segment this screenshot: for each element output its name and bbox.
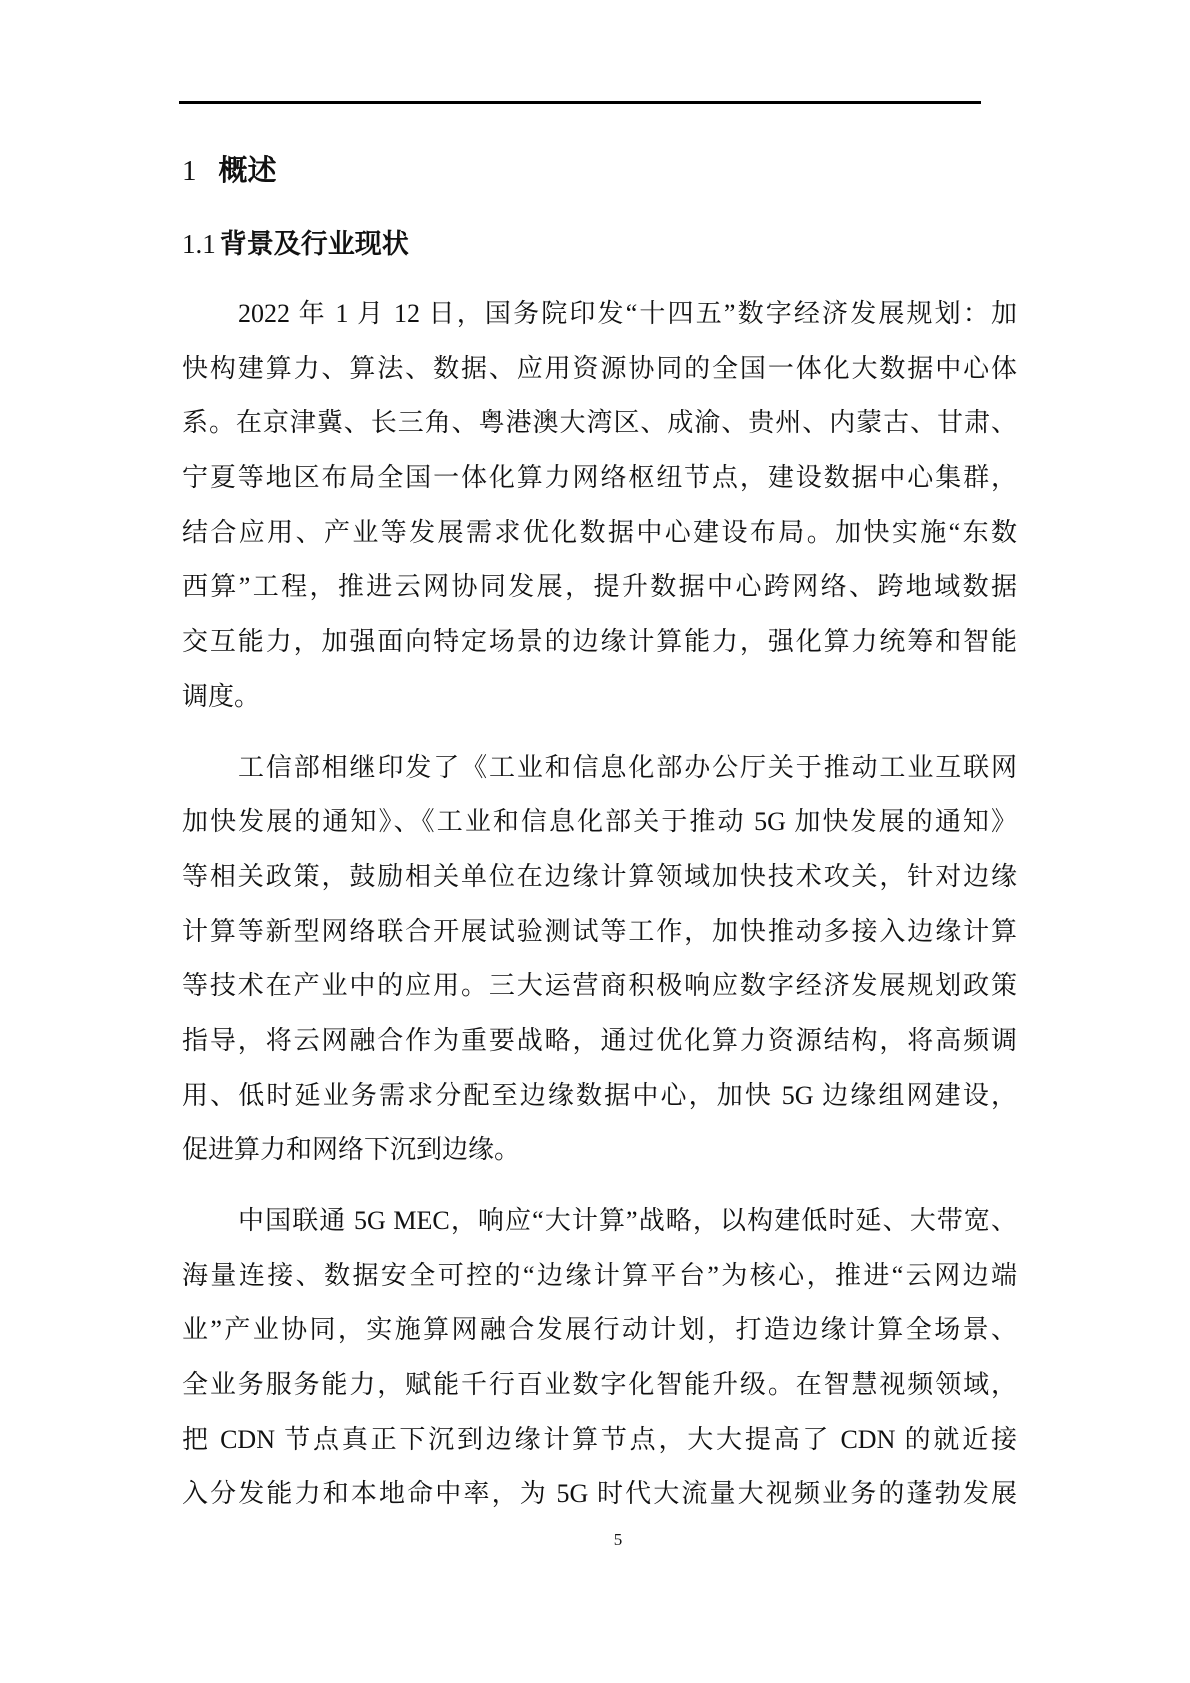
text-line: 指导，将云网融合作为重要战略，通过优化算力资源结构，将高频调 <box>182 1025 1017 1055</box>
header-rule <box>179 101 981 104</box>
text-line: 入分发能力和本地命中率，为 5G 时代大流量大视频业务的蓬勃发展 <box>182 1479 1017 1509</box>
text-line: 2022 年 1 月 12 日，国务院印发“十四五”数字经济发展规划：加 <box>238 299 1017 328</box>
paragraph <box>182 1194 1017 1522</box>
text-line: 用、低时延业务需求分配至边缘数据中心，加快 5G 边缘组网建设， <box>182 1080 1017 1110</box>
text-line: 宁夏等地区布局全国一体化算力网络枢纽节点，建设数据中心集群， <box>182 463 1017 493</box>
text-line: 中国联通 5G MEC，响应“大计算”战略，以构建低时延、大带宽、 <box>238 1206 1017 1235</box>
section-heading <box>182 148 277 189</box>
text-line: 工信部相继印发了《工业和信息化部办公厅关于推动工业互联网 <box>238 752 1017 782</box>
text-line: 快构建算力、算法、数据、应用资源协同的全国一体化大数据中心体 <box>182 353 1017 383</box>
text-line: 结合应用、产业等发展需求优化数据中心建设布局。加快实施“东数 <box>182 517 1017 547</box>
text-line: 把 CDN 节点真正下沉到边缘计算节点，大大提高了 CDN 的就近接 <box>182 1424 1017 1454</box>
paragraph <box>182 741 1017 1179</box>
paragraph <box>182 287 1017 725</box>
text-line: 西算”工程，推进云网协同发展，提升数据中心跨网络、跨地域数据 <box>182 572 1017 602</box>
text-line: 业”产业协同，实施算网融合发展行动计划，打造边缘计算全场景、 <box>182 1315 1017 1345</box>
section-title: 概述 <box>218 153 277 187</box>
section-number: 1 <box>182 155 197 187</box>
text-line: 计算等新型网络联合开展试验测试等工作，加快推动多接入边缘计算 <box>182 916 1017 946</box>
text-line: 等技术在产业中的应用。三大运营商积极响应数字经济发展规划政策 <box>182 971 1017 1001</box>
text-line: 海量连接、数据安全可控的“边缘计算平台”为核心，推进“云网边端 <box>182 1260 1017 1290</box>
subsection-title: 背景及行业现状 <box>219 229 409 260</box>
text-line: 系。在京津冀、长三角、粤港澳大湾区、成渝、贵州、内蒙古、甘肃、 <box>182 408 1017 438</box>
page-number: 5 <box>613 1530 623 1549</box>
text-line: 调度。 <box>182 681 261 711</box>
text-line: 促进算力和网络下沉到边缘。 <box>182 1135 521 1165</box>
text-line: 交互能力，加强面向特定场景的边缘计算能力，强化算力统筹和智能 <box>182 627 1017 657</box>
subsection-heading <box>182 222 409 261</box>
body-text <box>182 287 1017 1538</box>
subsection-number: 1.1 <box>182 229 216 259</box>
text-line: 等相关政策，鼓励相关单位在边缘计算领域加快技术攻关，针对边缘 <box>182 861 1017 891</box>
text-line: 全业务服务能力，赋能千行百业数字化智能升级。在智慧视频领域， <box>182 1370 1017 1400</box>
text-line: 加快发展的通知》、《工业和信息化部关于推动 5G 加快发展的通知》 <box>182 807 1017 837</box>
